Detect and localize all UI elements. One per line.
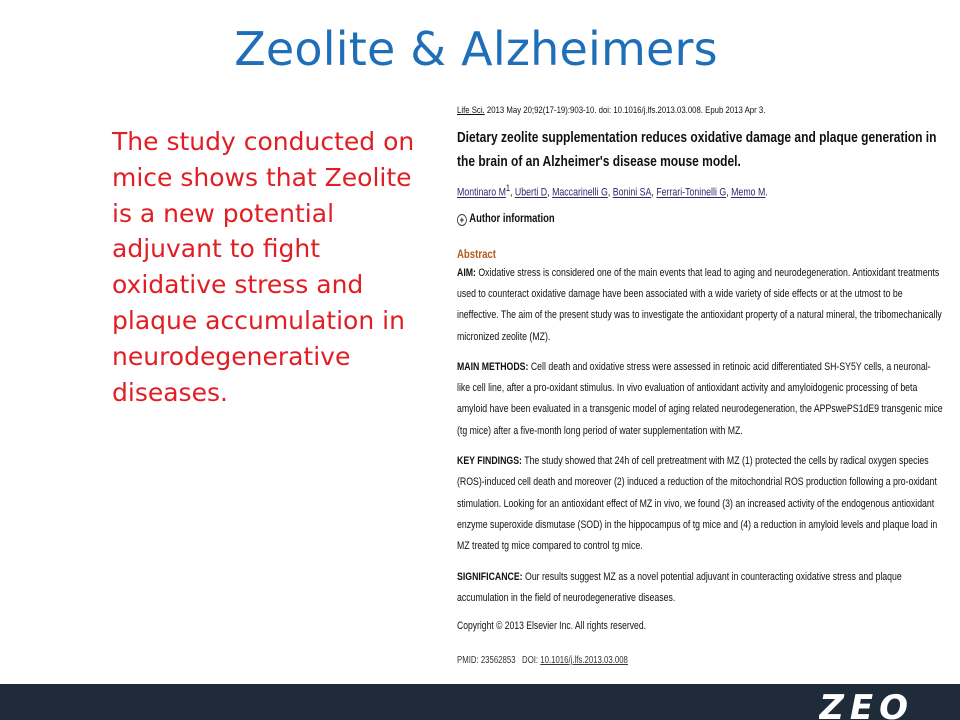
author-link[interactable]: Ferrari-Toninelli G	[656, 186, 727, 199]
section-label: SIGNIFICANCE:	[457, 570, 523, 583]
doi-label: DOI:	[522, 655, 541, 667]
author-link[interactable]: Memo M	[731, 186, 766, 199]
section-label: AIM:	[457, 266, 476, 279]
journal-link[interactable]: Life Sci.	[457, 105, 485, 116]
zeo-logo: ZEO	[819, 688, 914, 720]
expand-plus-icon: +	[457, 214, 467, 226]
article-identifiers	[457, 654, 839, 668]
author-link[interactable]: Uberti D	[514, 186, 548, 199]
abstract-section-findings	[457, 451, 944, 557]
doi-link[interactable]: 10.1016/j.lfs.2013.03.008	[540, 655, 628, 667]
abstract-heading: Abstract	[457, 246, 496, 261]
section-text: Our results suggest MZ as a novel potential adjuvant in counteracting oxidative stress and plaque accumulation in the field of neurodegenerative diseases.	[457, 570, 902, 604]
author-information-toggle[interactable]	[457, 211, 859, 227]
citation-line	[457, 104, 859, 118]
abstract-section-methods	[457, 357, 944, 442]
author-affiliation-sup: 1	[505, 183, 510, 193]
section-label: KEY FINDINGS:	[457, 455, 522, 468]
author-link[interactable]: Montinaro M	[457, 186, 506, 199]
abstract-section-aim	[457, 263, 944, 348]
pubmed-abstract-screenshot	[457, 104, 947, 668]
author-list: Montinaro $M^1$, Uberti D, Maccarinelli G, Bonini SA, Ferrari-Toninelli G, Memo M.	[457, 183, 768, 199]
abstract-section-significance	[457, 567, 944, 610]
section-text: Oxidative stress is considered one of the main events that lead to aging and neurodegeneration. Antioxidant treatments used to counteract oxidative damage have been associated with a wide variety of side effects or at the utmost to be ineffective. The aim of the present study was to investigate the antioxidant property of a natural mineral, the tribomechanically micronized zeolite (MZ).	[457, 266, 942, 343]
copyright-notice: Copyright © 2013 Elsevier Inc. All rights reserved.	[457, 620, 646, 633]
section-text: The study showed that 24h of cell pretreatment with MZ (1) protected the cells by radical oxygen species (ROS)-induced cell death and moreover (2) induced a reduction of the mitochondrial ROS production following a pro-oxidant stimulation. Looking for an antioxidant effect of MZ in vivo, we found (3) an increased activity of the endogenous antioxidant enzyme superoxide dismutase (SOD) in the hippocampus of tg mice and (4) a reduction in amyloid levels and plaque load in MZ treated tg mice compared to control tg mice.	[457, 455, 938, 553]
section-text: Cell death and oxidative stress were assessed in retinoic acid differentiated SH-SY5Y cells, a neuronal-like cell line, after a pro-oxidant stimulus. In vivo evaluation of antioxidant activity and amyloidogenic processing of beta amyloid have been evaluated in a transgenic model of aging related neurodegeneration, the APPswePS1dE9 transgenic mice (tg mice) after a five-month long period of water supplementation with MZ.	[457, 360, 943, 437]
footer-bar	[0, 684, 960, 720]
author-link[interactable]: Bonini SA	[612, 186, 652, 199]
pmid: PMID: 23562853	[457, 655, 516, 667]
author-information-label: Author information	[469, 212, 555, 225]
citation-details: 2013 May 20;92(17-19):903-10. doi: 10.1016/j.lfs.2013.03.008. Epub 2013 Apr 3.	[484, 105, 766, 116]
slide-title: Zeolite & Alzheimers	[234, 22, 718, 76]
author-link[interactable]: Maccarinelli G	[552, 186, 608, 199]
article-title: Dietary zeolite supplementation reduces oxidative damage and plaque generation in the brain of an Alzheimer's disease mouse model.	[457, 129, 937, 170]
slide-summary-text: The study conducted on mice shows that Zeolite is a new potential adjuvant to fight oxidative stress and plaque accumulation in neurodegenerative diseases.	[112, 127, 415, 407]
section-label: MAIN METHODS:	[457, 360, 529, 373]
